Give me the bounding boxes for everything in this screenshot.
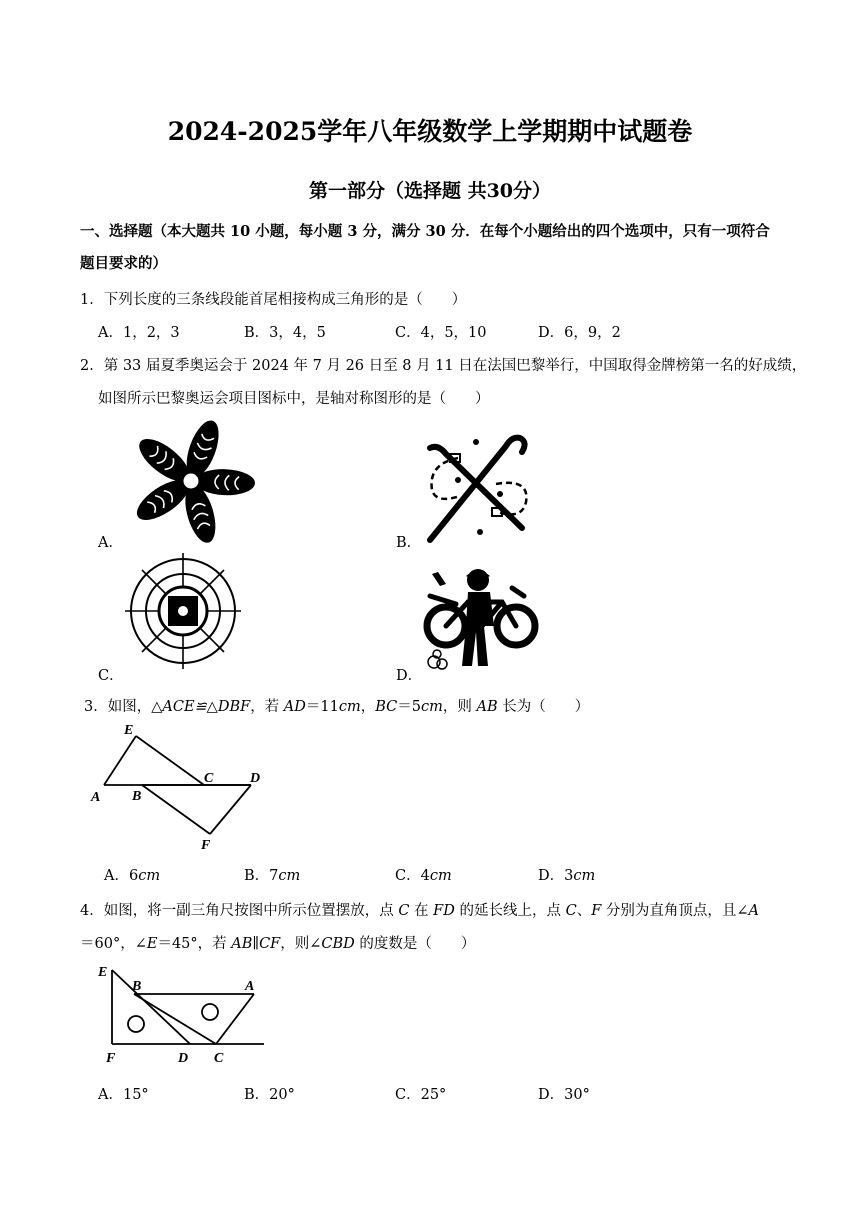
cyclist-icon	[420, 566, 542, 678]
section-instructions-line1: 一、选择题（本大题共 10 小题，每小题 3 分，满分 30 分．在每个小题给出的四个选项中，只有一项符合	[80, 223, 770, 240]
question-4-stem-line1: 4．如图，将一副三角尺按图中所示位置摆放，点 C 在 FD 的延长线上，点 C、F 分别为直角顶点，且∠A	[80, 903, 759, 919]
q4-label-c: C	[214, 1051, 224, 1066]
q3-option-a: A．6cm	[104, 868, 161, 884]
q3-option-c: C．4cm	[395, 868, 452, 884]
q2-label-b: B．	[396, 535, 422, 551]
q1-option-c: C．4，5，10	[395, 325, 487, 341]
q3-label-e: E	[124, 723, 134, 738]
q4-option-a: A．15°	[98, 1087, 149, 1103]
question-4-stem-line2: ＝60°，∠E＝45°，若 AB∥CF，则∠CBD 的度数是（ ）	[80, 936, 476, 952]
q3-label-d: D	[250, 771, 261, 786]
question-2-stem-line1: 2．第 33 届夏季奥运会于 2024 年 7 月 26 日至 8 月 11 日在法国巴黎举行，中国取得金牌榜第一名的好成绩，	[80, 358, 807, 374]
question-1-stem: 1．下列长度的三条线段能首尾相接构成三角形的是（ ）	[80, 292, 467, 308]
exam-title: 2024-2025学年八年级数学上学期期中试题卷	[167, 117, 693, 146]
q4-label-b: B	[132, 979, 142, 994]
q4-label-f: F	[106, 1051, 116, 1066]
part-heading: 第一部分（选择题 共30分）	[308, 180, 552, 202]
q4-label-e: E	[98, 965, 108, 980]
q4-option-b: B．20°	[244, 1087, 295, 1103]
q2-label-a: A．	[98, 535, 123, 551]
question-2-stem-line2: 如图所示巴黎奥运会项目图标中，是轴对称图形的是（ ）	[98, 391, 490, 407]
q3-option-b: B．7cm	[244, 868, 301, 884]
target-square-icon	[124, 552, 242, 670]
q3-label-b: B	[132, 789, 142, 804]
section-instructions-line2: 题目要求的）	[80, 255, 167, 272]
q3-label-f: F	[201, 838, 211, 853]
q4-label-d: D	[178, 1051, 189, 1066]
q2-label-c: C．	[98, 668, 124, 684]
q4-option-d: D．30°	[538, 1087, 590, 1103]
q4-option-c: C．25°	[395, 1087, 447, 1103]
q4-set-squares-figure	[94, 962, 270, 1068]
q1-option-b: B．3，4，5	[244, 325, 326, 341]
q2-label-d: D．	[396, 668, 423, 684]
q1-option-a: A．1，2，3	[98, 325, 180, 341]
question-3-stem: 3．如图，△ACE≌△DBF，若 AD＝11cm，BC＝5cm，则 AB 长为（ ）	[84, 699, 590, 715]
q3-option-d: D．3cm	[538, 868, 596, 884]
q1-option-d: D．6，9，2	[538, 325, 621, 341]
q3-label-c: C	[204, 771, 214, 786]
q3-label-a: A	[91, 790, 101, 805]
hockey-sticks-icon	[418, 424, 536, 544]
pinwheel-icon	[122, 418, 260, 544]
q3-triangle-figure	[86, 718, 276, 854]
q4-label-a: A	[245, 979, 255, 994]
